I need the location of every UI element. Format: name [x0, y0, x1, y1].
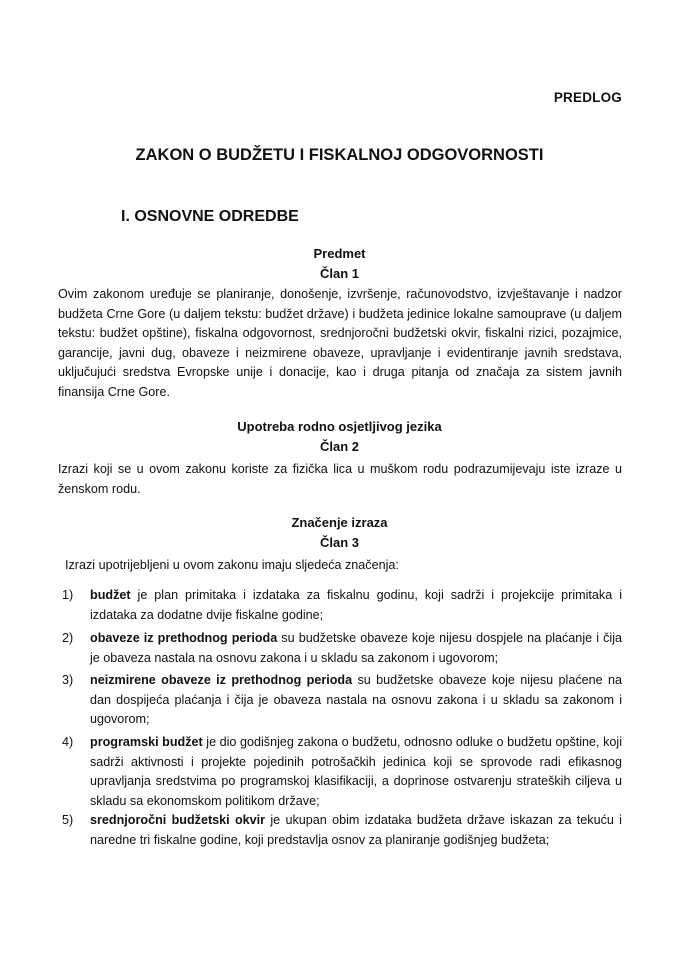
item-body: [90, 671, 622, 730]
item-number: 5): [62, 813, 74, 827]
article-3-label: Član 3: [319, 535, 359, 550]
item-definition: je plan primitaka i izdataka za fiskalnu godinu, koji sadrži i projekcije primitaka i izdataka za dodatne dvije fiskalne godine;: [90, 588, 622, 622]
item-term: obaveze iz prethodnog perioda: [90, 631, 278, 645]
article-2-text: Izrazi koji se u ovom zakonu koriste za fizička lica u muškom rodu podrazumijevaju iste izraze u ženskom rodu.: [58, 462, 622, 496]
article-2-subject: Upotreba rodno osjetljivog jezika: [237, 419, 442, 434]
item-body: [90, 811, 622, 850]
definition-item: [62, 586, 622, 625]
item-definition: su budžetske obaveze koje nijesu dospjele na plaćanje i čija je obaveza nastala na osnovu zakona i u skladu sa zakonom i ugovorom;: [90, 631, 622, 665]
item-body: [90, 629, 622, 668]
definition-item: [62, 811, 622, 850]
item-term: neizmirene obaveze iz prethodnog perioda: [90, 673, 353, 687]
item-term: programski budžet: [90, 735, 203, 749]
item-number: 1): [62, 588, 74, 602]
item-number: 2): [62, 631, 74, 645]
item-number: 3): [62, 673, 74, 687]
law-title: ZAKON O BUDŽETU I FISKALNOJ ODGOVORNOSTI: [135, 146, 544, 164]
item-body: [90, 586, 622, 625]
item-number: 4): [62, 735, 74, 749]
item-definition: je ukupan obim izdataka budžeta države iskazan za tekuću i naredne tri fiskalne godine, koji predstavlja osnov za planiranje godišnjeg budžeta;: [90, 813, 622, 847]
article-3-intro: Izrazi upotrijebljeni u ovom zakonu imaju sljedeća značenja:: [65, 558, 399, 572]
item-definition: su budžetske obaveze koje nijesu plaćene na dan dospijeća plaćanja i čija je obaveza nastala na osnovu zakona i u skladu sa zakonom i ugovorom;: [90, 673, 622, 727]
article-1-subject: Predmet: [313, 246, 366, 261]
section-title: I. OSNOVNE ODREDBE: [121, 208, 299, 225]
article-1-text: Ovim zakonom uređuje se planiranje, donošenje, izvršenje, računovodstvo, izvještavanje i nadzor budžeta Crne Gore (u daljem tekstu: budžet države) i budžeta jedinice lokalne samouprave (u daljem tekstu: budžet opštine), fiskalna odgovornost, srednjoročni budžetski okvir, fiskalni rizici, pozajmice, garancije, javni dug, obaveze i neizmirene obaveze, upravljanje i evidentiranje javnih sredstava, uključujući sredstva Evropske unije i donacije, kao i druga pitanja od značaja za sistem javnih finansija Crne Gore.: [58, 287, 622, 399]
article-1-label: Član 1: [319, 266, 359, 281]
definition-item: [62, 733, 622, 811]
item-term: budžet: [90, 588, 131, 602]
item-body: [90, 733, 622, 811]
definition-item: [62, 671, 622, 730]
definition-item: [62, 629, 622, 668]
article-3-subject: Značenje izraza: [291, 515, 388, 530]
document-status-label: PREDLOG: [553, 90, 622, 105]
item-term: srednjoročni budžetski okvir: [90, 813, 266, 827]
item-definition: je dio godišnjeg zakona o budžetu, odnosno odluke o budžetu opštine, koji sadrži aktivnosti i projekte pojedinih potrošačkih jedinica koji se sprovode radi efikasnog upravljanja sredstvima po programskoj klasifikaciji, a doprinose ostvarenju strateških ciljeva u skladu sa ekonomskom politikom države;: [90, 735, 622, 808]
article-2-label: Član 2: [319, 439, 359, 454]
